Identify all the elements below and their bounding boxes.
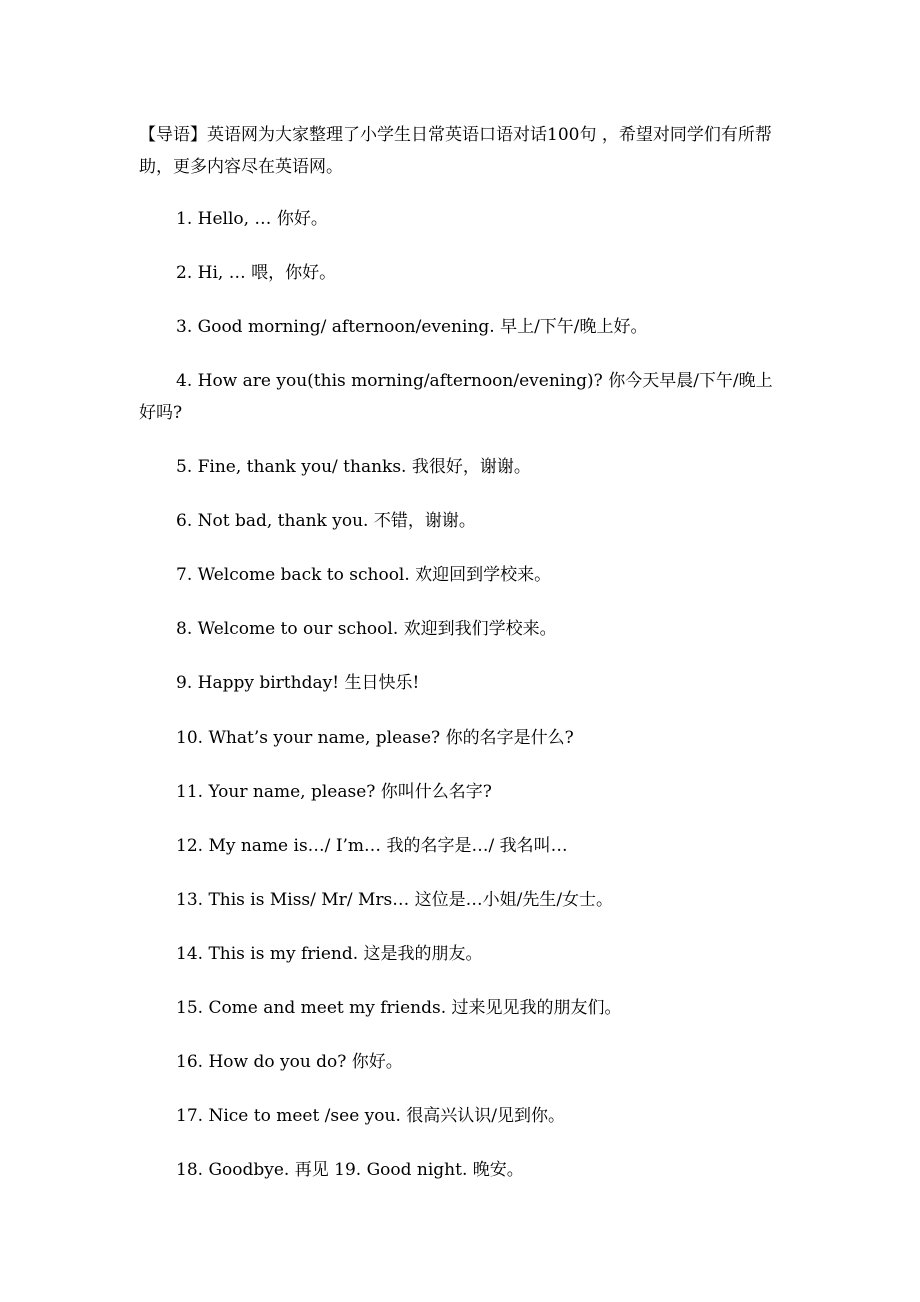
list-item: 6. Not bad, thank you. 不错，谢谢。	[176, 511, 476, 531]
list-item: 13. This is Miss/ Mr/ Mrs… 这位是…小姐/先生/女士。	[176, 890, 614, 910]
list-item: 18. Goodbye. 再见 19. Good night. 晚安。	[176, 1160, 524, 1180]
list-item: 12. My name is…/ I’m… 我的名字是…/ 我名叫…	[176, 836, 568, 856]
intro-paragraph: 【导语】英语网为大家整理了小学生日常英语口语对话100句 ，希望对同学们有所帮助，更多内容尽在英语网。	[139, 125, 772, 177]
list-item: 14. This is my friend. 这是我的朋友。	[176, 944, 483, 964]
list-item: 4. How are you(this morning/afternoon/evening)? 你今天早晨/下午/晚上好吗?	[139, 371, 773, 423]
list-item: 8. Welcome to our school. 欢迎到我们学校来。	[176, 619, 557, 639]
list-item: 15. Come and meet my friends. 过来见见我的朋友们。	[176, 998, 622, 1018]
list-item: 5. Fine, thank you/ thanks. 我很好，谢谢。	[176, 457, 531, 477]
list-item: 1. Hello, … 你好。	[176, 209, 328, 229]
list-item: 17. Nice to meet /see you. 很高兴认识/见到你。	[176, 1106, 565, 1126]
list-item: 9. Happy birthday! 生日快乐!	[176, 673, 420, 693]
list-item: 10. What’s your name, please? 你的名字是什么?	[176, 728, 574, 748]
list-item: 11. Your name, please? 你叫什么名字?	[176, 782, 492, 802]
list-item: 2. Hi, … 喂，你好。	[176, 263, 337, 283]
list-item: 16. How do you do? 你好。	[176, 1052, 403, 1072]
list-item: 7. Welcome back to school. 欢迎回到学校来。	[176, 565, 552, 585]
list-item: 3. Good morning/ afternoon/evening. 早上/下午/晚上好。	[176, 317, 648, 337]
